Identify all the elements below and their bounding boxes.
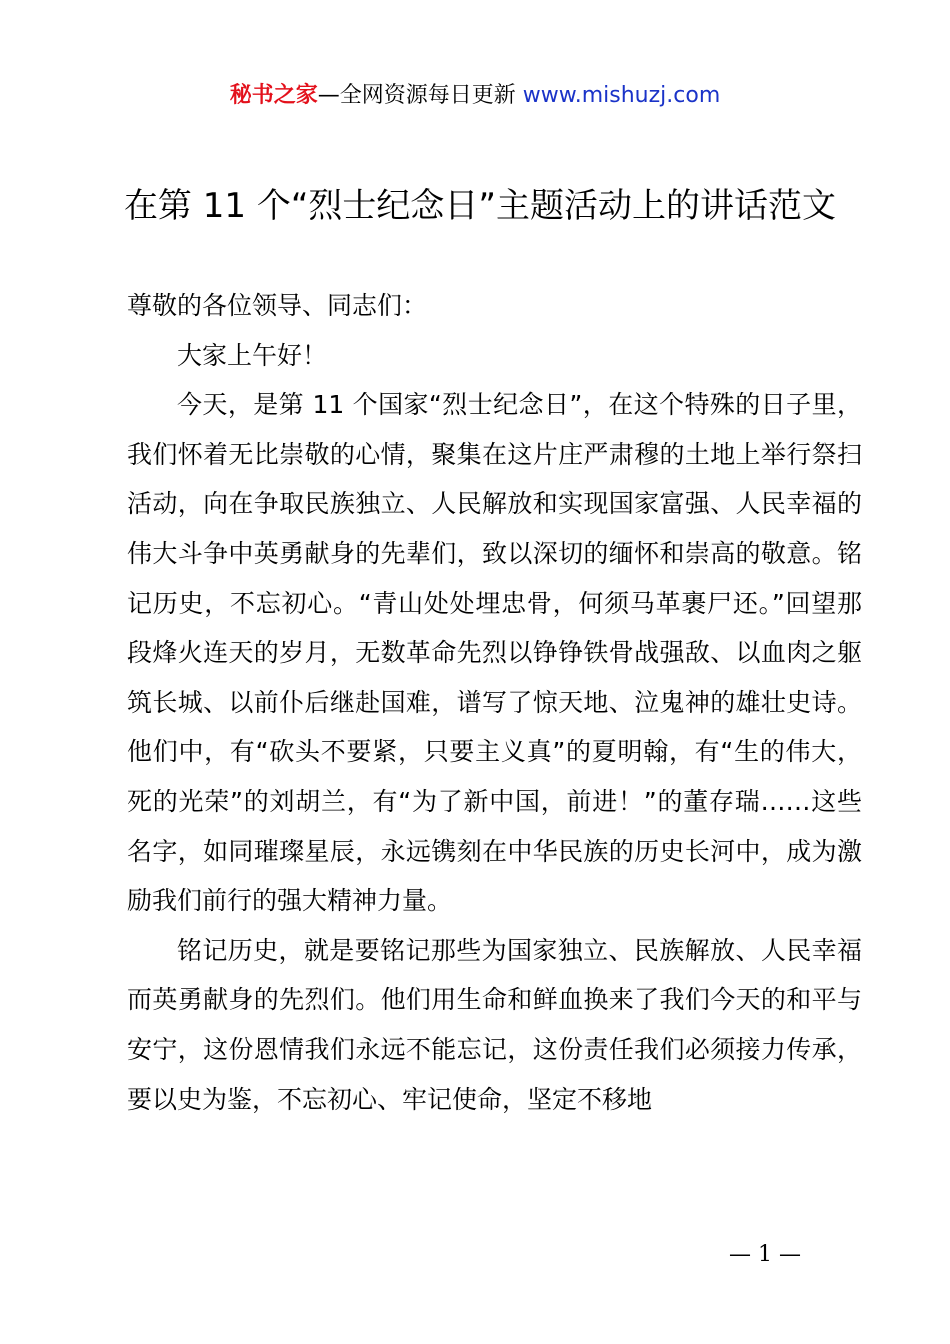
paragraph-greeting: 大家上午好！ (177, 340, 328, 370)
page-number: — 1 — (729, 1242, 801, 1267)
site-url[interactable]: www.mishuzj.com (522, 83, 721, 108)
site-brand: 秘书之家 (229, 83, 318, 108)
site-tagline: —全网资源每日更新 (317, 83, 523, 108)
paragraph-2: 铭记历史，就是要铭记那些为国家独立、民族解放、人民幸福而英勇献身的先烈们。他们用生命和鲜血换来了我们今天的和平与安宁，这份恩情我们永远不能忘记，这份责任我们必须接力传承，要以史为鉴，不忘初心、牢记使命，坚定不移地 (127, 935, 862, 1114)
site-header (0, 80, 950, 112)
salutation: 尊敬的各位领导、同志们： (127, 291, 428, 320)
document-body (127, 281, 862, 1124)
paragraph-1: 今天，是第 11 个国家“烈士纪念日”，在这个特殊的日子里，我们怀着无比崇敬的心情，聚集在这片庄严肃穆的土地上举行祭扫活动，向在争取民族独立、人民解放和实现国家富强、人民幸福的伟大斗争中英勇献身的先辈们，致以深切的缅怀和崇高的敬意。铭记历史，不忘初心。“青山处处埋忠骨，何须马革裹尸还。”回望那段烽火连天的岁月，无数革命先烈以铮铮铁骨战强敌、以血肉之躯筑长城、以前仆后继赴国难，谱写了惊天地、泣鬼神的雄壮史诗。他们中，有“砍头不要紧，只要主义真”的夏明翰，有“生的伟大，死的光荣”的刘胡兰，有“为了新中国，前进！”的董存瑞……这些名字，如同璀璨星辰，永远镌刻在中华民族的历史长河中，成为激励我们前行的强大精神力量。 (127, 390, 862, 916)
document-title: 在第 11 个“烈士纪念日”主题活动上的讲话范文 (123, 186, 837, 226)
